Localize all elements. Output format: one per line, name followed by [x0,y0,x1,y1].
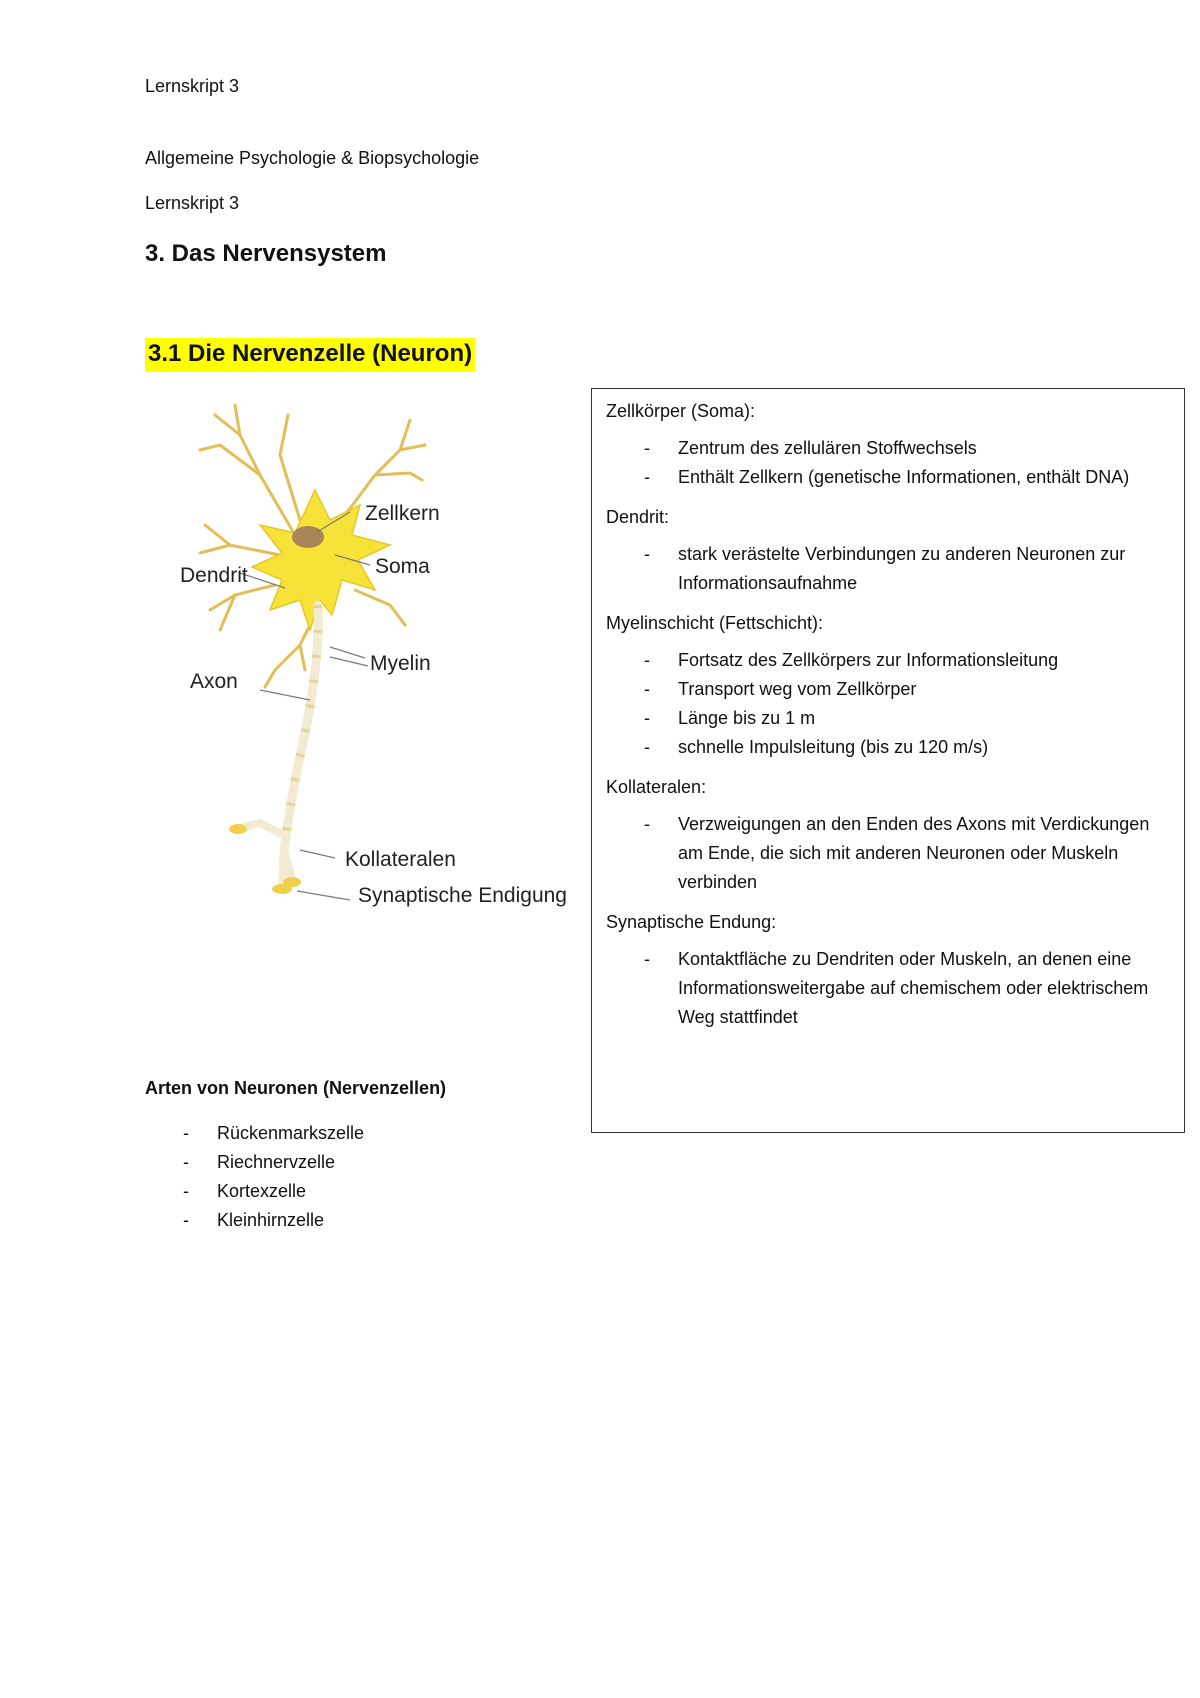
list-item: - schnelle Impulsleitung (bis zu 120 m/s) [606,733,1170,762]
section-myelin [606,611,1170,762]
list-item: - Länge bis zu 1 m [606,704,1170,733]
list-item: - Riechnervzelle [145,1148,364,1177]
section-heading: 3.1 Die Nervenzelle (Neuron) [145,338,475,372]
neuron-types-heading: Arten von Neuronen (Nervenzellen) [145,1078,447,1098]
chapter-heading: 3. Das Nervensystem [145,240,387,267]
list-item: - stark verästelte Verbindungen zu anderen Neuronen zur Informationsaufnahme [606,540,1170,598]
document-subtitle: Lernskript 3 [145,193,240,213]
section-synaptische-endung [606,910,1170,1032]
running-header: Lernskript 3 [145,76,240,96]
label-zellkern: Zellkern [365,502,440,525]
list-item: - Transport weg vom Zellkörper [606,675,1170,704]
label-axon: Axon [190,670,238,693]
label-myelin: Myelin [370,652,431,675]
section-soma [606,399,1170,492]
neuron-types-list [145,1119,364,1235]
section-kollateralen [606,775,1170,897]
section-heading-soma: Zellkörper (Soma): [606,401,756,421]
nucleus [292,526,324,548]
collaterals [240,823,292,887]
section-heading-synaptische-endung: Synaptische Endung: [606,912,777,932]
section-heading-dendrit: Dendrit: [606,507,670,527]
label-kollateralen: Kollateralen [345,848,456,871]
list-item: - Verzweigungen an den Enden des Axons mit Verdickungen am Ende, die sich mit anderen Neuronen oder Muskeln verbinden [606,810,1170,897]
section-dendrit [606,505,1170,598]
neuron-diagram [160,395,590,915]
list-item: - Enthält Zellkern (genetische Informationen, enthält DNA) [606,463,1170,492]
list-item: - Kontaktfläche zu Dendriten oder Muskeln, an denen eine Informationsweitergabe auf chemischem oder elektrischem Weg stattfindet [606,945,1170,1032]
info-box [591,388,1185,1133]
label-synaptische-endigung: Synaptische Endigung [358,884,567,907]
section-heading-kollateralen: Kollateralen: [606,777,707,797]
label-dendrit: Dendrit [180,564,248,587]
list-item: - Zentrum des zellulären Stoffwechsels [606,434,1170,463]
list-item: - Kleinhirnzelle [145,1206,364,1235]
section-heading-myelin: Myelinschicht (Fettschicht): [606,613,824,633]
course-title: Allgemeine Psychologie & Biopsychologie [145,148,480,168]
label-soma: Soma [375,555,430,578]
list-item: - Fortsatz des Zellkörpers zur Informationsleitung [606,646,1170,675]
list-item: - Kortexzelle [145,1177,364,1206]
list-item: - Rückenmarkszelle [145,1119,364,1148]
